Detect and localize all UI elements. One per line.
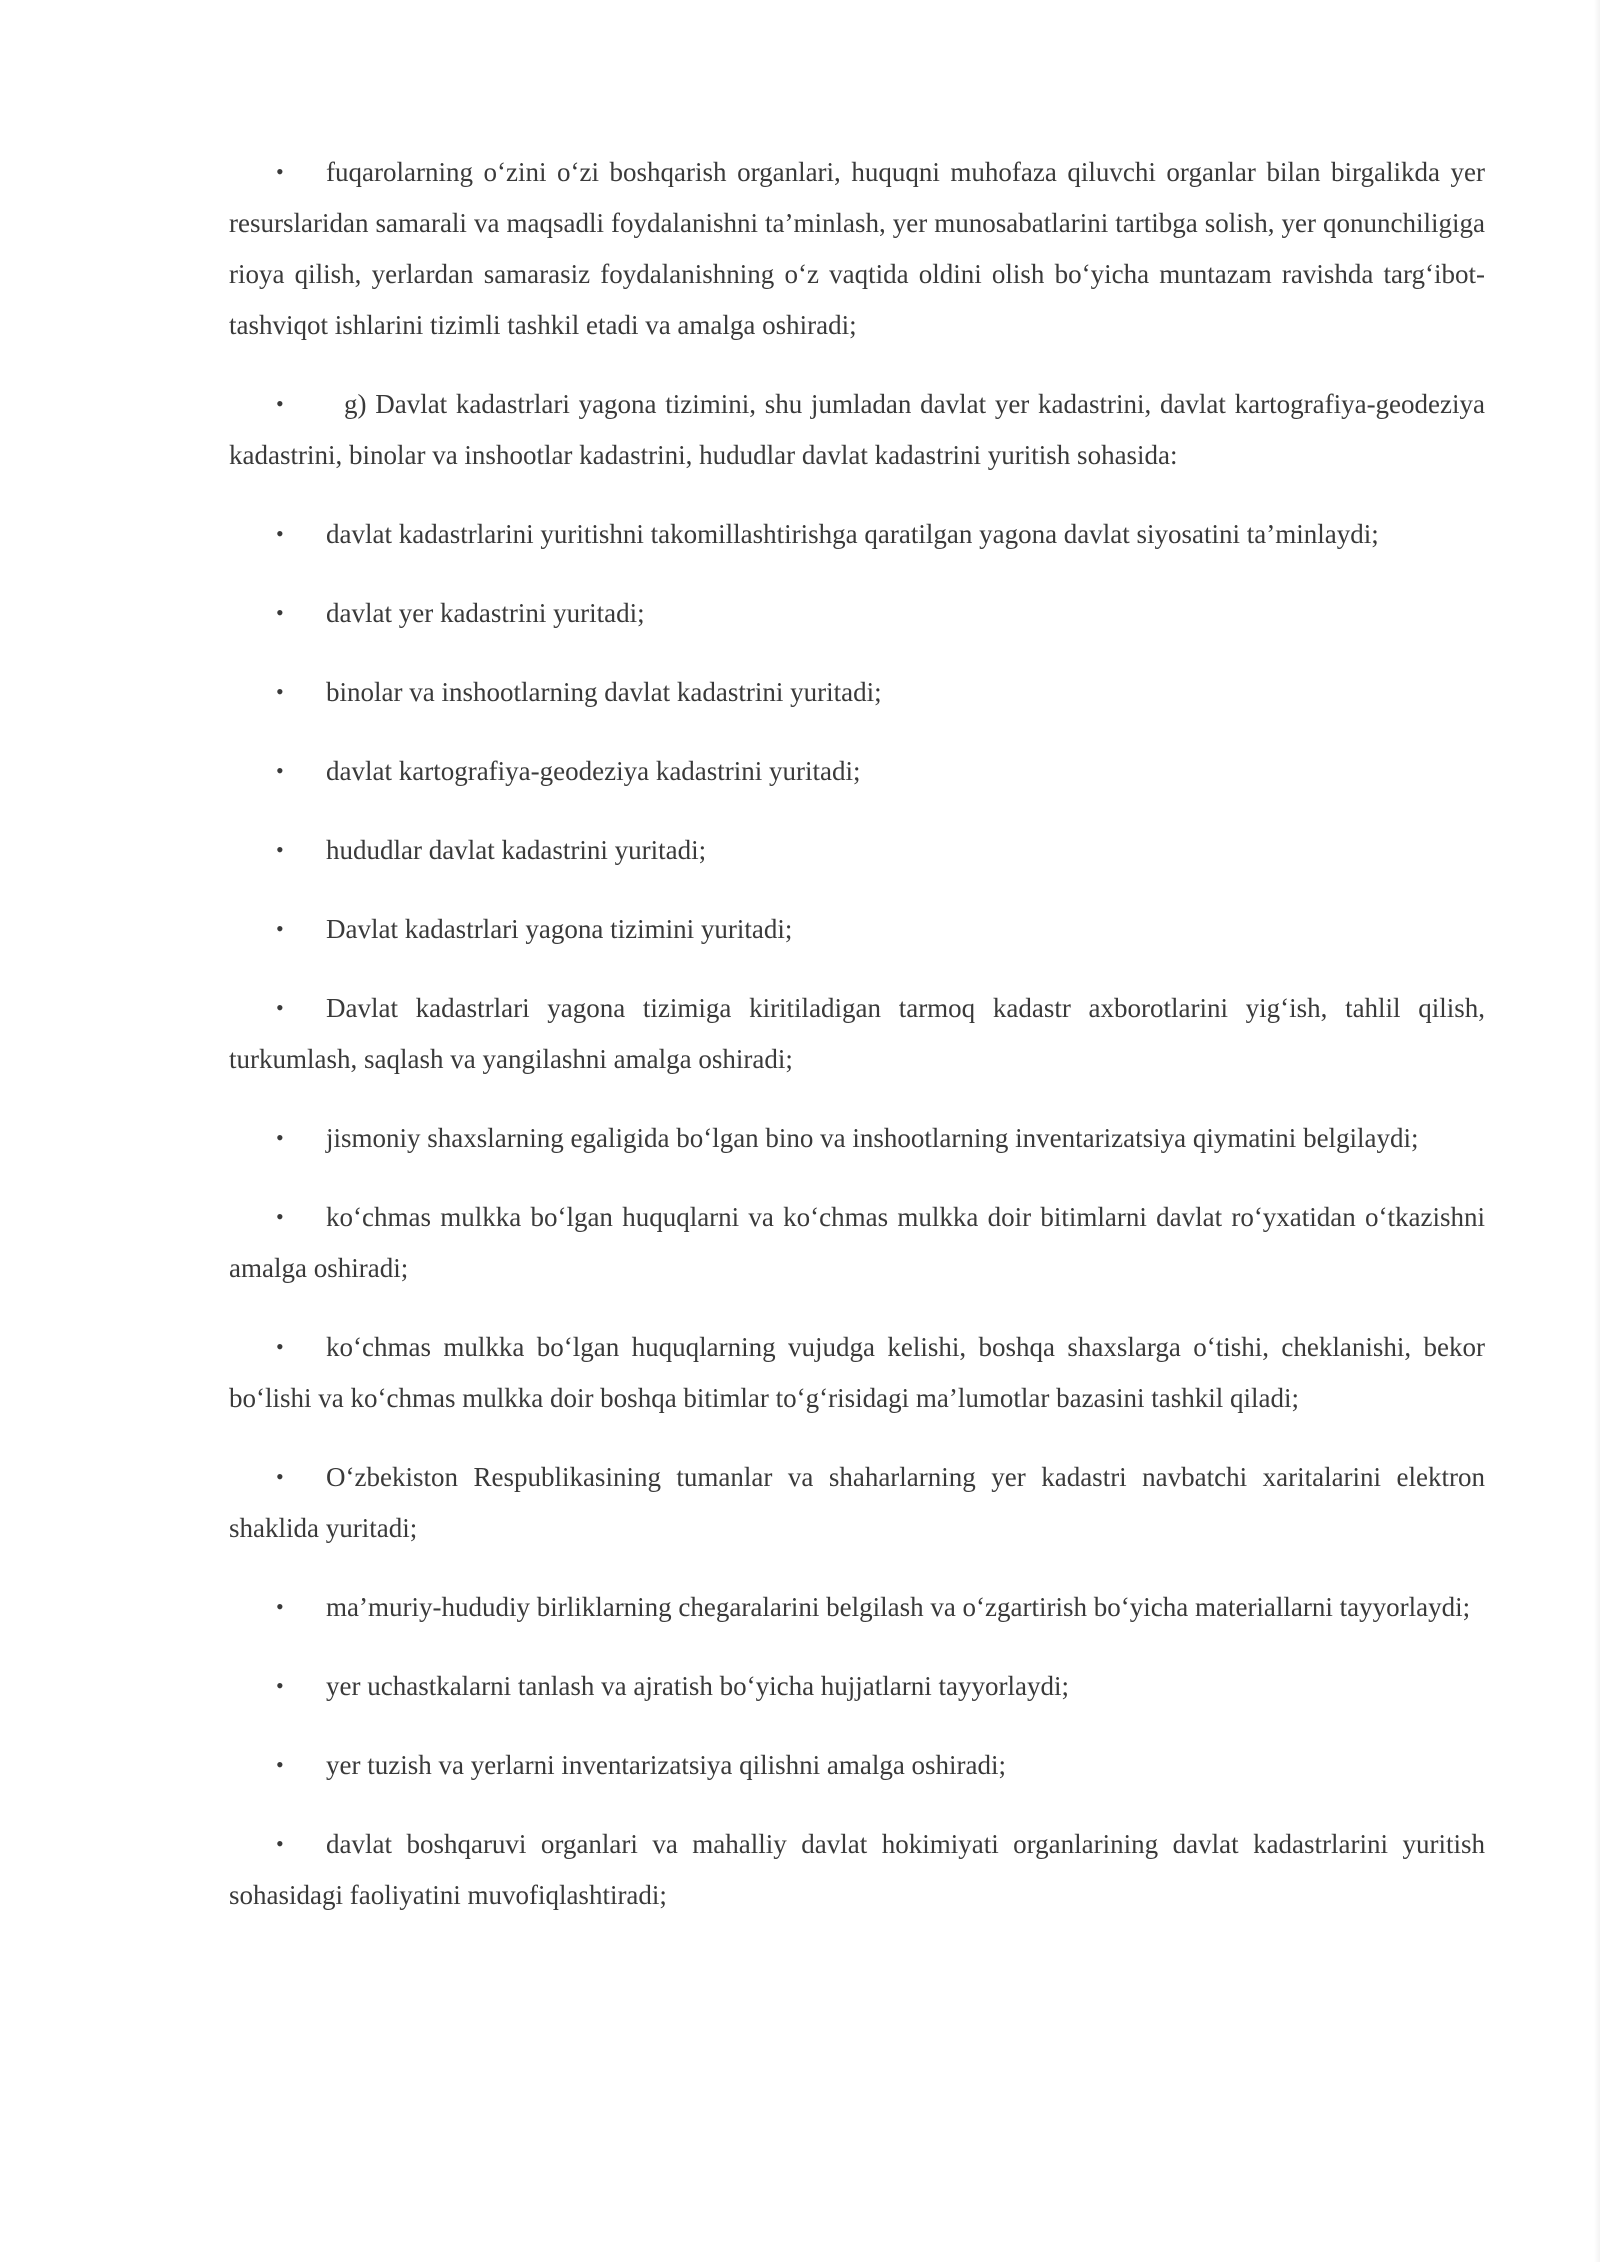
list-item-text: Davlat kadastrlari yagona tizimiga kiritiladigan tarmoq kadastr axborotlarini yig‘ish, tahlil qilish, turkumlash, saqlash va yangilashni amalga oshiradi; xyxy=(229,993,1485,1074)
list-item-text: davlat boshqaruvi organlari va mahalliy davlat hokimiyati organlarining davlat kadastrlarini yuritish sohasidagi faoliyatini muvofiqlashtiradi; xyxy=(229,1829,1485,1910)
bullet-icon: • xyxy=(276,600,284,625)
bullet-icon: • xyxy=(276,758,284,783)
list-item xyxy=(229,745,1485,797)
list-item-text: fuqarolarning o‘zini o‘zi boshqarish organlari, huquqni muhofaza qiluvchi organlar bilan birgalikda yer resurslaridan samarali va maqsadli foydalanishni ta’minlash, yer munosabatlarini tartibga solish, yer qonunchiligiga rioya qilish, yerlardan samarasiz foydalanishning o‘z vaqtida oldini olish bo‘yicha muntazam ravishda targ‘ibot-tashviqot ishlarini tizimli tashkil etadi va amalga oshiradi; xyxy=(229,157,1485,340)
list-item xyxy=(229,982,1485,1085)
list-item xyxy=(229,1739,1485,1791)
document-body xyxy=(229,146,1485,1948)
list-item xyxy=(229,1191,1485,1294)
list-item xyxy=(229,1321,1485,1424)
list-item xyxy=(229,1581,1485,1633)
list-item xyxy=(229,903,1485,955)
bullet-icon: • xyxy=(276,521,284,546)
list-item xyxy=(229,378,1485,481)
list-item-text: ko‘chmas mulkka bo‘lgan huquqlarning vujudga kelishi, boshqa shaxslarga o‘tishi, cheklanishi, bekor bo‘lishi va ko‘chmas mulkka doir boshqa bitimlar to‘g‘risidagi ma’lumotlar bazasini tashkil qiladi; xyxy=(229,1332,1485,1413)
bullet-icon: • xyxy=(276,837,284,862)
bullet-icon: • xyxy=(276,1204,284,1229)
list-item xyxy=(229,824,1485,876)
list-item-text: yer uchastkalarni tanlash va ajratish bo‘yicha hujjatlarni tayyorlaydi; xyxy=(326,1671,1069,1701)
section-heading-text: g) Davlat kadastrlari yagona tizimini, shu jumladan davlat yer kadastrini, davlat kartografiya-geodeziya kadastrini, binolar va inshootlar kadastrini, hududlar davlat kadastrini yuritish sohasida: xyxy=(229,389,1485,470)
list-item-text: ma’muriy-hududiy birliklarning chegaralarini belgilash va o‘zgartirish bo‘yicha materiallarni tayyorlaydi; xyxy=(326,1592,1471,1622)
bullet-icon: • xyxy=(276,1125,284,1150)
bullet-icon: • xyxy=(276,1752,284,1777)
list-item-text: yer tuzish va yerlarni inventarizatsiya qilishni amalga oshiradi; xyxy=(326,1750,1007,1780)
bullet-icon: • xyxy=(276,1334,284,1359)
list-item-text: hududlar davlat kadastrini yuritadi; xyxy=(326,835,707,865)
list-item xyxy=(229,508,1485,560)
list-item-text: davlat kartografiya-geodeziya kadastrini yuritadi; xyxy=(326,756,861,786)
list-item xyxy=(229,1660,1485,1712)
bullet-icon: • xyxy=(276,995,284,1020)
list-item xyxy=(229,1451,1485,1554)
list-item xyxy=(229,587,1485,639)
list-item-text: Davlat kadastrlari yagona tizimini yuritadi; xyxy=(326,914,793,944)
bullet-icon: • xyxy=(276,159,284,184)
bullet-icon: • xyxy=(276,1831,284,1856)
list-item-text: davlat kadastrlarini yuritishni takomillashtirishga qaratilgan yagona davlat siyosatini ta’minlaydi; xyxy=(326,519,1379,549)
bullet-icon: • xyxy=(276,679,284,704)
list-item-text: ko‘chmas mulkka bo‘lgan huquqlarni va ko‘chmas mulkka doir bitimlarni davlat ro‘yxatidan o‘tkazishni amalga oshiradi; xyxy=(229,1202,1485,1283)
list-item-text: davlat yer kadastrini yuritadi; xyxy=(326,598,645,628)
list-item-text: binolar va inshootlarning davlat kadastrini yuritadi; xyxy=(326,677,882,707)
list-item xyxy=(229,666,1485,718)
list-item-text: O‘zbekiston Respublikasining tumanlar va shaharlarning yer kadastri navbatchi xaritalarini elektron shaklida yuritadi; xyxy=(229,1462,1485,1543)
bullet-icon: • xyxy=(276,916,284,941)
bullet-icon: • xyxy=(276,391,284,416)
bullet-icon: • xyxy=(276,1673,284,1698)
list-item-text: jismoniy shaxslarning egaligida bo‘lgan bino va inshootlarning inventarizatsiya qiymatini belgilaydi; xyxy=(326,1123,1419,1153)
bullet-icon: • xyxy=(276,1464,284,1489)
list-item xyxy=(229,146,1485,351)
list-item xyxy=(229,1112,1485,1164)
list-item xyxy=(229,1818,1485,1921)
bullet-icon: • xyxy=(276,1594,284,1619)
page-edge-shadow xyxy=(1594,0,1600,2262)
